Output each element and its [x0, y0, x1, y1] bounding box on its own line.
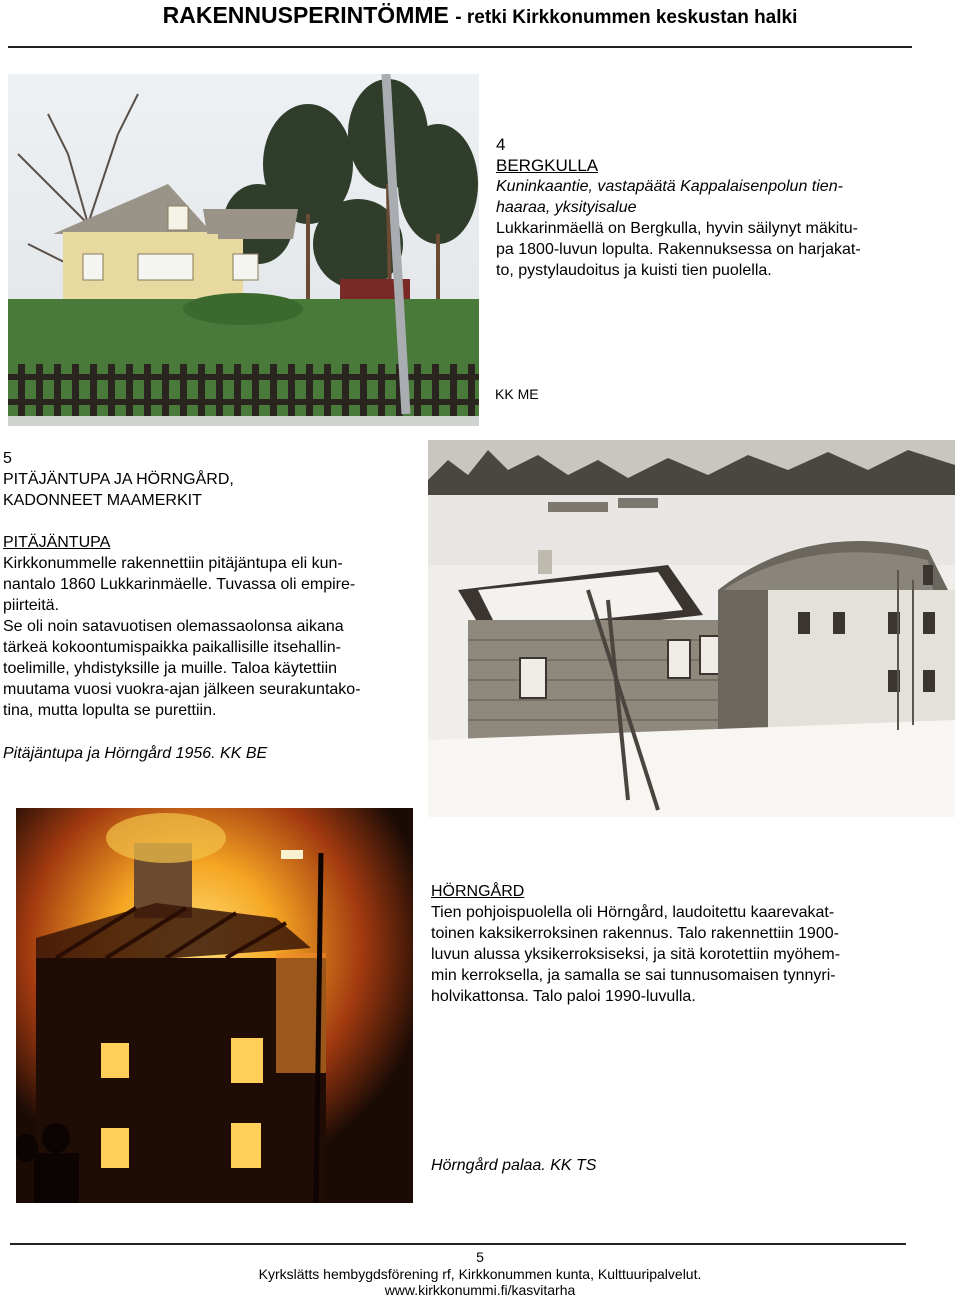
body-line: Tien pohjoispuolella oli Hörngård, laudoitettu kaarevakat-	[431, 904, 835, 921]
body-line: min kerroksella, ja samalla se sai tunnusomaisen tynnyri-	[431, 967, 836, 984]
section-number: 5	[3, 450, 12, 467]
item-number: 4	[496, 135, 506, 154]
bergkulla-photo-credit: KK ME	[495, 386, 539, 402]
desc-line: to, pystylaudoitus ja kuisti tien puolella.	[496, 262, 772, 279]
bergkulla-photo	[8, 74, 479, 426]
body-line: tärkeä kokoontumispaikka paikallisille itsehallin-	[3, 639, 341, 656]
body-line: toelimille, yhdistyksille ja muille. Taloa käytettiin	[3, 660, 338, 677]
bergkulla-house-image	[8, 74, 479, 426]
title-main: RAKENNUSPERINTÖMME	[162, 2, 449, 28]
bergkulla-title: BERGKULLA	[496, 156, 599, 175]
horngard-text	[431, 881, 951, 1007]
pitajantupa-title: PITÄJÄNTUPA	[3, 534, 111, 551]
desc-line: pa 1800-luvun lopulta. Rakennuksessa on harjakat-	[496, 241, 861, 258]
horngard-fire-photo	[16, 808, 413, 1203]
section5-heading	[3, 448, 413, 511]
body-line: luvun alussa yksikerroksiseksi, ja sitä korotettiin myöhem-	[431, 946, 841, 963]
location-line: Kuninkaantie, vastapäätä Kappalaisenpolun tien-	[496, 178, 843, 195]
desc-line: Lukkarinmäellä on Bergkulla, hyvin säilynyt mäkitu-	[496, 220, 858, 237]
horngard-caption: Hörngård palaa. KK TS	[431, 1157, 597, 1174]
title-sub: - retki Kirkkonummen keskustan halki	[455, 7, 798, 28]
header-rule	[8, 46, 912, 48]
page-number: 5	[476, 1249, 484, 1265]
pitajantupa-horngard-image	[428, 440, 955, 817]
bergkulla-text	[496, 134, 916, 281]
footer-org: Kyrkslätts hembygdsförening rf, Kirkkonummen kunta, Kulttuuripalvelut.	[258, 1266, 702, 1282]
horngard-fire-image	[16, 808, 413, 1203]
body-line: Kirkkonummelle rakennettiin pitäjäntupa eli kun-	[3, 555, 343, 572]
footer-url: www.kirkkonummi.fi/kasvitarha	[384, 1282, 576, 1298]
pitajantupa-photo	[428, 440, 955, 817]
footer-rule	[10, 1243, 906, 1245]
page-title	[0, 2, 960, 29]
body-line: Se oli noin satavuotisen olemassaolonsa aikana	[3, 618, 344, 635]
body-line: muutama vuosi vuokra-ajan jälkeen seurakuntako-	[3, 681, 361, 698]
body-line: nantalo 1860 Lukkarinmäelle. Tuvassa oli empire-	[3, 576, 356, 593]
pitajantupa-caption: Pitäjäntupa ja Hörngård 1956. KK BE	[3, 745, 268, 762]
horngard-title: HÖRNGÅRD	[431, 883, 525, 900]
location-line: haaraa, yksityisalue	[496, 199, 637, 216]
body-line: tina, mutta lopulta se purettiin.	[3, 702, 217, 719]
body-line: piirteitä.	[3, 597, 60, 614]
section-heading-line: KADONNEET MAAMERKIT	[3, 492, 202, 509]
pitajantupa-text	[3, 532, 423, 721]
body-line: holvikattonsa. Talo paloi 1990-luvulla.	[431, 988, 696, 1005]
body-line: toinen kaksikerroksinen rakennus. Talo rakennettiin 1900-	[431, 925, 839, 942]
section-heading-line: PITÄJÄNTUPA JA HÖRNGÅRD,	[3, 471, 234, 488]
